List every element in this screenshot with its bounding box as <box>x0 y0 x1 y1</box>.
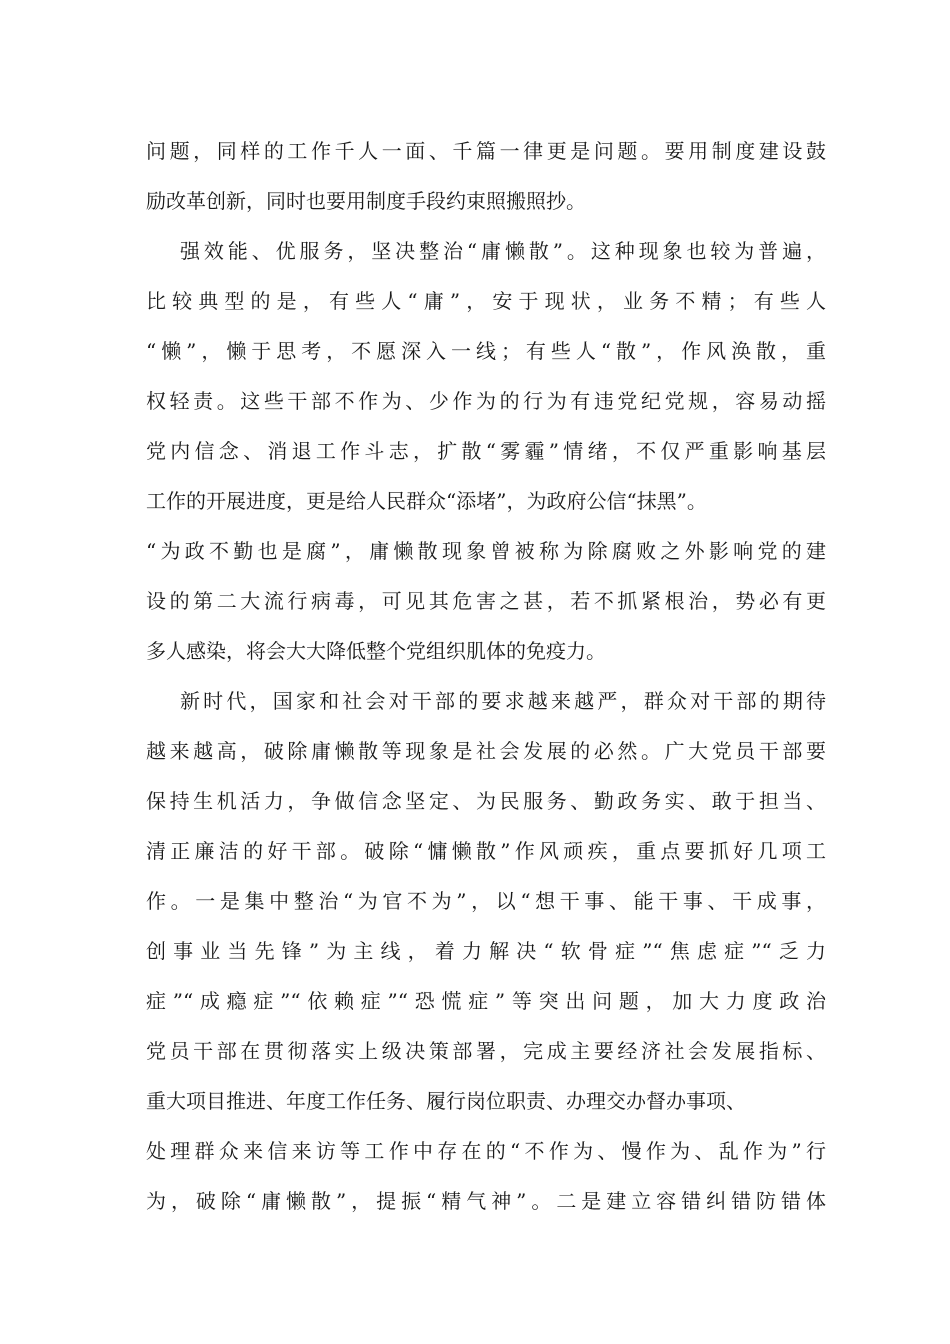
text-line: 处理群众来信来访等工作中存在的“不作为、慢作为、乱作为”行 <box>146 1139 826 1163</box>
text-line: 权轻责。这些干部不作为、少作为的行为有违党纪党规，容易动摇 <box>146 389 826 413</box>
text-line: 创事业当先锋”为主线，着力解决“软骨症”“焦虑症”“乏力 <box>146 939 826 963</box>
text-line: 重大项目推进、年度工作任务、履行岗位职责、办理交办督办事项、 <box>146 1089 746 1113</box>
text-line: 比较典型的是，有些人“庸”，安于现状，业务不精；有些人 <box>146 289 826 313</box>
text-line: 为，破除“庸懒散”，提振“精气神”。二是建立容错纠错防错体 <box>146 1189 826 1213</box>
text-line: 党内信念、消退工作斗志，扩散“雾霾”情绪，不仅严重影响基层 <box>146 439 826 463</box>
text-line: 作。一是集中整治“为官不为”，以“想干事、能干事、干成事， <box>146 889 826 913</box>
text-line: 越来越高，破除庸懒散等现象是社会发展的必然。广大党员干部要 <box>146 739 826 763</box>
text-line: 问题，同样的工作千人一面、千篇一律更是问题。要用制度建设鼓 <box>146 139 826 163</box>
text-line: 保持生机活力，争做信念坚定、为民服务、勤政务实、敢于担当、 <box>146 789 826 813</box>
text-line: 励改革创新，同时也要用制度手段约束照搬照抄。 <box>146 189 586 213</box>
text-line: “为政不勤也是腐”，庸懒散现象曾被称为除腐败之外影响党的建 <box>146 539 826 563</box>
text-line: 党员干部在贯彻落实上级决策部署，完成主要经济社会发展指标、 <box>146 1039 826 1063</box>
text-line: 设的第二大流行病毒，可见其危害之甚，若不抓紧根治，势必有更 <box>146 589 826 613</box>
text-line: 多人感染，将会大大降低整个党组织肌体的免疫力。 <box>146 639 606 663</box>
text-line: “懒”，懒于思考，不愿深入一线；有些人“散”，作风涣散，重 <box>146 339 826 363</box>
body-text <box>146 126 826 1226</box>
text-line: 症”“成瘾症”“依赖症”“恐慌症”等突出问题，加大力度政治 <box>146 989 826 1013</box>
paragraph-first-line: 新时代，国家和社会对干部的要求越来越严，群众对干部的期待 <box>180 689 826 713</box>
paragraph-first-line: 强效能、优服务，坚决整治“庸懒散”。这种现象也较为普遍， <box>180 239 826 263</box>
text-line: 工作的开展进度，更是给人民群众“添堵”，为政府公信“抹黑”。 <box>146 489 707 513</box>
text-line: 清正廉洁的好干部。破除“慵懒散”作风顽疾，重点要抓好几项工 <box>146 839 826 863</box>
